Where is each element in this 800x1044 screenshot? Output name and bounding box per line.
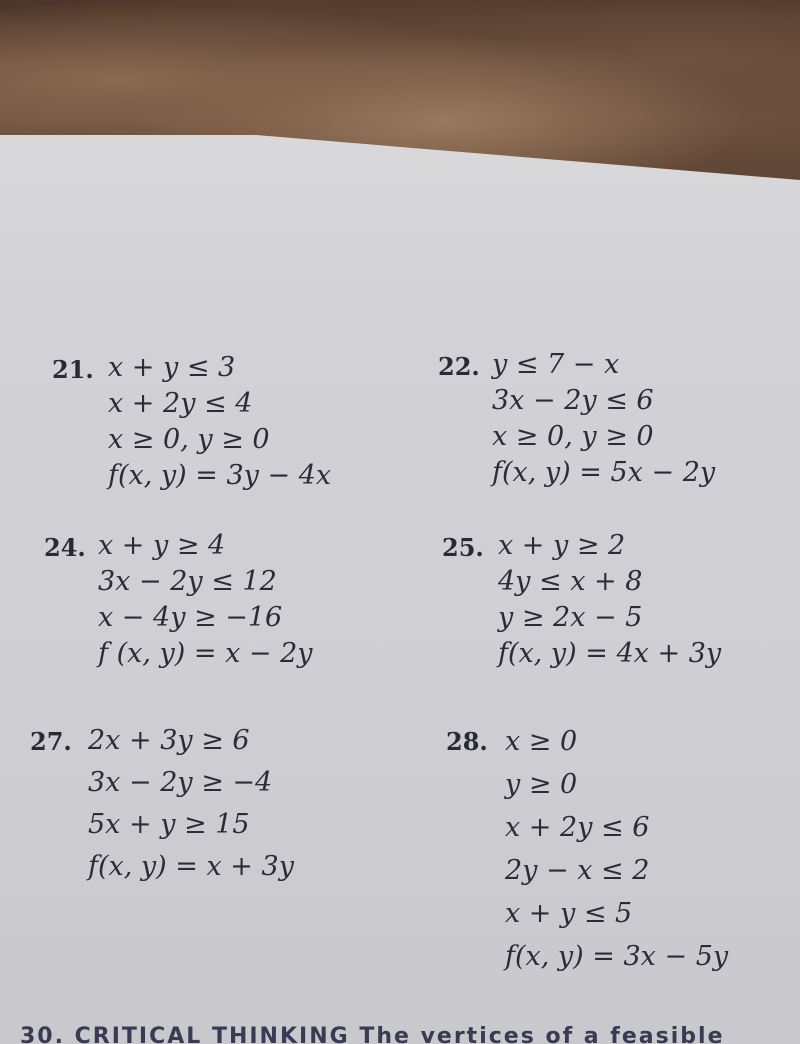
problem-line: f (x, y) = x − 2y xyxy=(98,638,313,669)
problem-line: y ≤ 7 − x xyxy=(492,349,620,380)
problem-line: f(x, y) = 3y − 4x xyxy=(108,460,332,491)
problem-line: f(x, y) = 5x − 2y xyxy=(492,457,716,488)
cut-off-footer-text: 30. CRITICAL THINKING The vertices of a feasible xyxy=(20,1024,725,1044)
problem-line: 5x + y ≥ 15 xyxy=(88,809,250,840)
problem-27 xyxy=(88,720,294,888)
problem-number-24: 24. xyxy=(44,533,86,562)
problem-line: 2x + 3y ≥ 6 xyxy=(88,725,250,756)
problem-number-21: 21. xyxy=(52,355,94,384)
problem-line: x + y ≥ 4 xyxy=(98,530,226,561)
problem-line: 3x − 2y ≤ 6 xyxy=(492,385,654,416)
problem-line: x ≥ 0 xyxy=(505,726,578,757)
problem-number-22: 22. xyxy=(438,352,480,381)
problem-28 xyxy=(505,720,728,978)
problem-line: y ≥ 2x − 5 xyxy=(498,602,643,633)
problem-line: 4y ≤ x + 8 xyxy=(498,566,643,597)
problem-line: x ≥ 0, y ≥ 0 xyxy=(108,424,270,455)
problem-line: x − 4y ≥ −16 xyxy=(98,602,283,633)
problem-number-27: 27. xyxy=(30,727,72,756)
problem-25 xyxy=(498,528,721,672)
problem-line: x + y ≥ 2 xyxy=(498,530,626,561)
problem-22 xyxy=(492,347,715,491)
problem-line: x + y ≤ 3 xyxy=(108,352,236,383)
problem-line: f(x, y) = 4x + 3y xyxy=(498,638,722,669)
problem-line: 2y − x ≤ 2 xyxy=(505,855,650,886)
problem-line: x + 2y ≤ 4 xyxy=(108,388,253,419)
problem-line: f(x, y) = x + 3y xyxy=(88,851,294,882)
problem-line: x ≥ 0, y ≥ 0 xyxy=(492,421,654,452)
problem-line: x + y ≤ 5 xyxy=(505,898,633,929)
problem-line: x + 2y ≤ 6 xyxy=(505,812,650,843)
problem-21 xyxy=(108,350,331,494)
problem-24 xyxy=(98,528,313,672)
problem-number-25: 25. xyxy=(442,533,484,562)
problem-line: y ≥ 0 xyxy=(505,769,578,800)
problem-line: 3x − 2y ≥ −4 xyxy=(88,767,273,798)
problem-number-28: 28. xyxy=(446,727,488,756)
problem-line: 3x − 2y ≤ 12 xyxy=(98,566,277,597)
problem-line: f(x, y) = 3x − 5y xyxy=(505,941,729,972)
